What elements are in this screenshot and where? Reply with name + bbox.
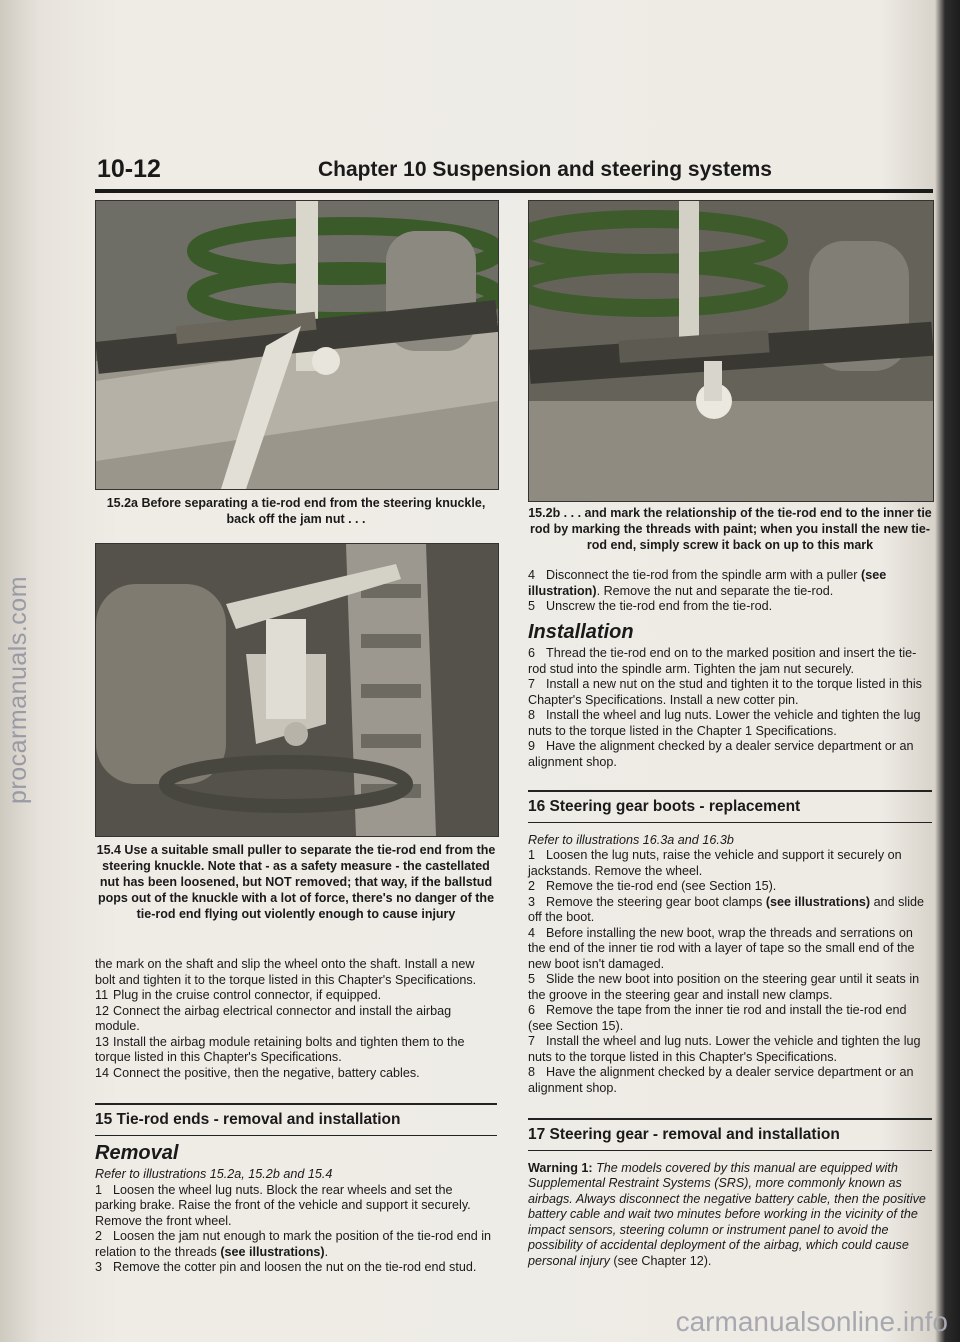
chapter-title: Chapter 10 Suspension and steering systems (318, 158, 772, 181)
step-5: 5 Unscrew the tie-rod end from the tie-rod. (528, 599, 773, 613)
caption-15-4: 15.4 Use a suitable small puller to separate the tie-rod end from the steering knuckle. Note that - as a safety measure - the castellated nut has been loosened, but NOT removed; that way, if the ballstud pops out of the knuckle with a lot of force, there's no danger of the tie-rod end flying out violently enough to cause injury (96, 843, 496, 921)
header-rule (95, 189, 933, 193)
install-step-6: 6 Thread the tie-rod end on to the marked position and insert the tie-rod stud into the spindle arm. Tighten the jam nut securely. (528, 646, 917, 676)
left-column (95, 957, 497, 1276)
section-17-title: 17 Steering gear - removal and installation (528, 1126, 840, 1143)
section-16-refer: Refer to illustrations 16.3a and 16.3b (528, 832, 734, 847)
removal-heading: Removal (95, 1141, 179, 1164)
section-16-rule-bottom (528, 822, 932, 823)
right-column (528, 568, 932, 1269)
installation-heading: Installation (528, 620, 634, 643)
s16-step-4: 4 Before installing the new boot, wrap the threads and serrations on the end of the inner tie rod with a layer of tape so the small end of the new boot isn't damaged. (528, 925, 915, 971)
s16-step-7: 7 Install the wheel and lug nuts. Lower the vehicle and tighten the lug nuts to the torque listed in this Chapter's Specifications. (528, 1034, 921, 1064)
s16-step-6: 6 Remove the tape from the inner tie rod and install the tie-rod end (see Section 15). (528, 1003, 907, 1033)
step-14: 14 Connect the positive, then the negative, battery cables. (95, 1065, 420, 1080)
s16-step-1: 1 Loosen the lug nuts, raise the vehicle and support it securely on jackstands. Remove the wheel. (528, 848, 902, 878)
section-15-title: 15 Tie-rod ends - removal and installation (95, 1111, 401, 1128)
s16-step-2: 2 Remove the tie-rod end (see Section 15). (528, 879, 777, 893)
install-step-7: 7 Install a new nut on the stud and tighten it to the torque listed in this Chapter's Specifications. Install a new cotter pin. (528, 677, 922, 707)
step-13: 13 Install the airbag module retaining bolts and tighten them to the torque listed in this Chapter's Specifications. (95, 1034, 465, 1064)
page-number: 10-12 (97, 155, 161, 183)
s16-step-8: 8 Have the alignment checked by a dealer service department or an alignment shop. (528, 1065, 914, 1095)
photo-15-2a (95, 200, 499, 490)
section-16-title: 16 Steering gear boots - replacement (528, 798, 801, 815)
removal-step-3: 3 Remove the cotter pin and loosen the nut on the tie-rod end stud. (95, 1260, 477, 1274)
s16-step-3: 3 Remove the steering gear boot clamps (see illustrations) and slide off the boot. (528, 894, 925, 924)
left-continued-text: the mark on the shaft and slip the wheel onto the shaft. Install a new bolt and tighten it to the torque listed in this Chapter's Specifications. (95, 957, 477, 987)
step-11: 11 Plug in the cruise control connector, if equipped. (95, 988, 382, 1002)
install-step-9: 9 Have the alignment checked by a dealer service department or an alignment shop. (528, 739, 914, 769)
photo-15-2b (528, 200, 934, 502)
removal-refer: Refer to illustrations 15.2a, 15.2b and 15.4 (95, 1167, 333, 1181)
install-step-8: 8 Install the wheel and lug nuts. Lower the vehicle and tighten the lug nuts to the torque listed in the Chapter 1 Specifications. (528, 708, 921, 738)
photo-15-4 (95, 543, 499, 837)
section-16-rule (528, 790, 932, 792)
removal-step-1: 1 Loosen the wheel lug nuts. Block the rear wheels and set the parking brake. Raise the front of the vehicle and support it securely. Remove the front wheel. (95, 1182, 471, 1228)
step-4: 4 Disconnect the tie-rod from the spindle arm with a puller (see illustration). Remove the nut and separate the tie-rod. (528, 568, 887, 598)
watermark-left: procarmanuals.com (4, 575, 32, 805)
section-15-rule (95, 1103, 497, 1105)
caption-15-2b: 15.2b . . . and mark the relationship of the tie-rod end to the inner tie rod by marking the threads with paint; when you install the new tie-rod end, simply screw it back on up to this mark (528, 506, 932, 552)
section-15-rule-bottom (95, 1135, 497, 1136)
warning-1: Warning 1: The models covered by this manual are equipped with Supplemental Restraint Systems (SRS), more commonly known as airbags. Always disconnect the negative battery cable, then the positive battery cable and wait two minutes before working in the vicinity of the impact sensors, steering column or instrument panel to avoid the possibility of accidental deployment of the airbag, which could cause personal injury (see Chapter 12). (528, 1160, 926, 1268)
removal-step-2: 2 Loosen the jam nut enough to mark the position of the tie-rod end in relation to the threads (see illustrations). (95, 1229, 492, 1259)
section-17-rule (528, 1118, 932, 1120)
s16-step-5: 5 Slide the new boot into position on the steering gear until it seats in the groove in the steering gear and install new clamps. (528, 972, 920, 1002)
watermark-bottom: carmanualsonline.info (675, 1306, 948, 1337)
step-12: 12 Connect the airbag electrical connector and install the airbag module. (95, 1003, 452, 1033)
section-17-rule-bottom (528, 1150, 932, 1151)
caption-15-2a: 15.2a Before separating a tie-rod end from the steering knuckle, back off the jam nut . . . (106, 496, 486, 526)
